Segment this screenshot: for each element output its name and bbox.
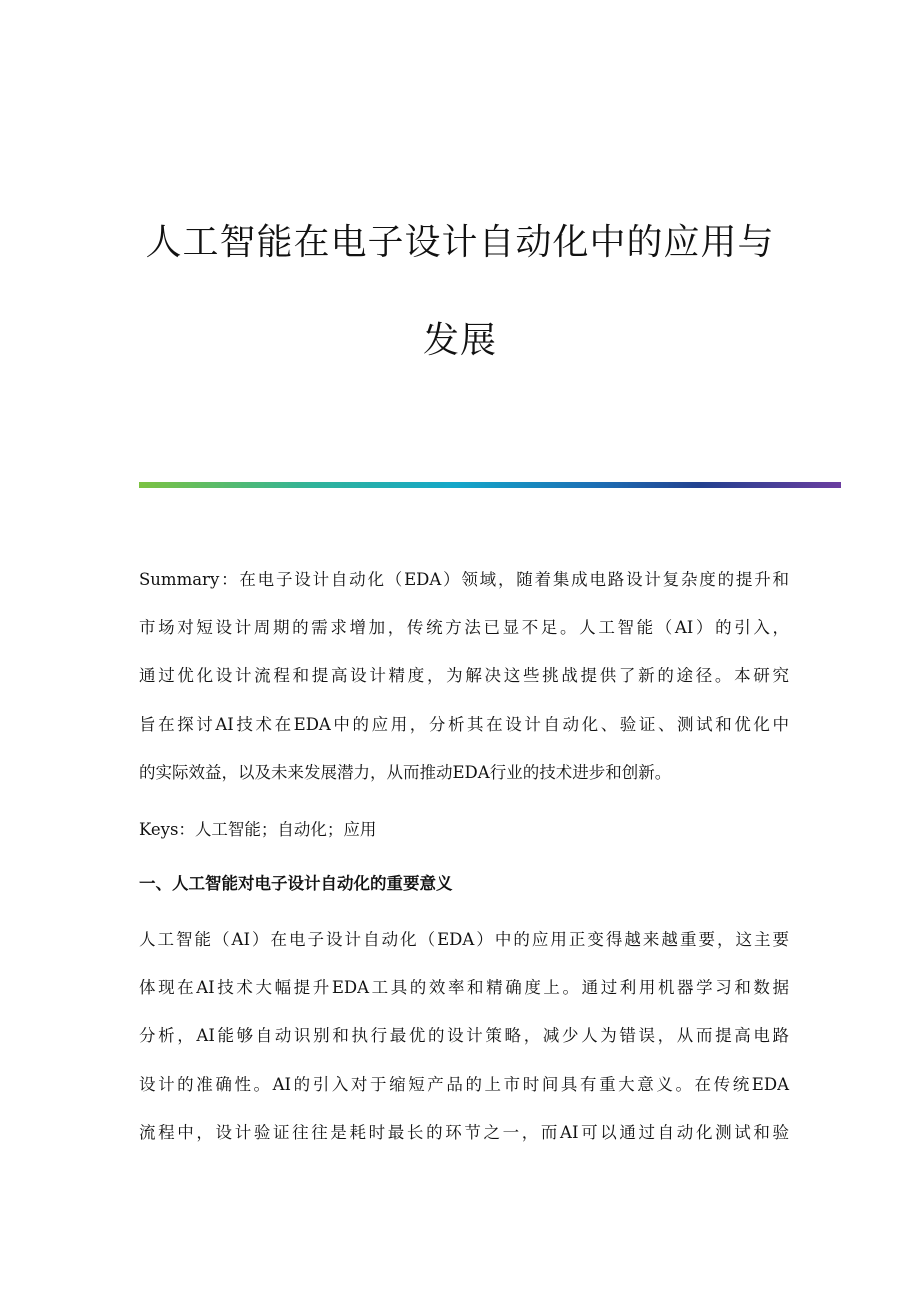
section-heading: 一、人工智能对电子设计自动化的重要意义 — [139, 874, 453, 893]
paragraph-line: 设计的准确性。AI的引入对于缩短产品的上市时间具有重大意义。在传统EDA — [139, 1074, 789, 1094]
paragraph-line: 人工智能（AI）在电子设计自动化（EDA）中的应用正变得越来越重要，这主要 — [139, 930, 789, 949]
section-paragraph — [139, 916, 789, 1157]
paragraph-line: 体现在AI技术大幅提升EDA工具的效率和精确度上。通过利用机器学习和数据 — [139, 978, 789, 998]
summary-line: 市场对短设计周期的需求增加，传统方法已显不足。人工智能（AI）的引入， — [139, 618, 789, 638]
keywords-text: Keys：人工智能；自动化；应用 — [139, 820, 377, 839]
document-title-line-2: 发展 — [422, 320, 497, 361]
document-title-line-1: 人工智能在电子设计自动化中的应用与 — [145, 222, 775, 263]
summary-line: 旨在探讨AI技术在EDA中的应用，分析其在设计自动化、验证、测试和优化中 — [139, 714, 789, 734]
summary-line: 的实际效益，以及未来发展潜力，从而推动EDA行业的技术进步和创新。 — [139, 762, 672, 782]
summary-line: Summary：在电子设计自动化（EDA）领域，随着集成电路设计复杂度的提升和 — [139, 570, 789, 589]
summary-line: 通过优化设计流程和提高设计精度，为解决这些挑战提供了新的途径。本研究 — [139, 666, 789, 686]
keywords-line — [139, 806, 789, 854]
summary-paragraph — [139, 556, 789, 797]
paragraph-line: 流程中，设计验证往往是耗时最长的环节之一，而AI可以通过自动化测试和验 — [139, 1122, 789, 1142]
paragraph-line: 分析，AI能够自动识别和执行最优的设计策略，减少人为错误，从而提高电路 — [139, 1026, 789, 1046]
gradient-divider — [139, 482, 841, 488]
